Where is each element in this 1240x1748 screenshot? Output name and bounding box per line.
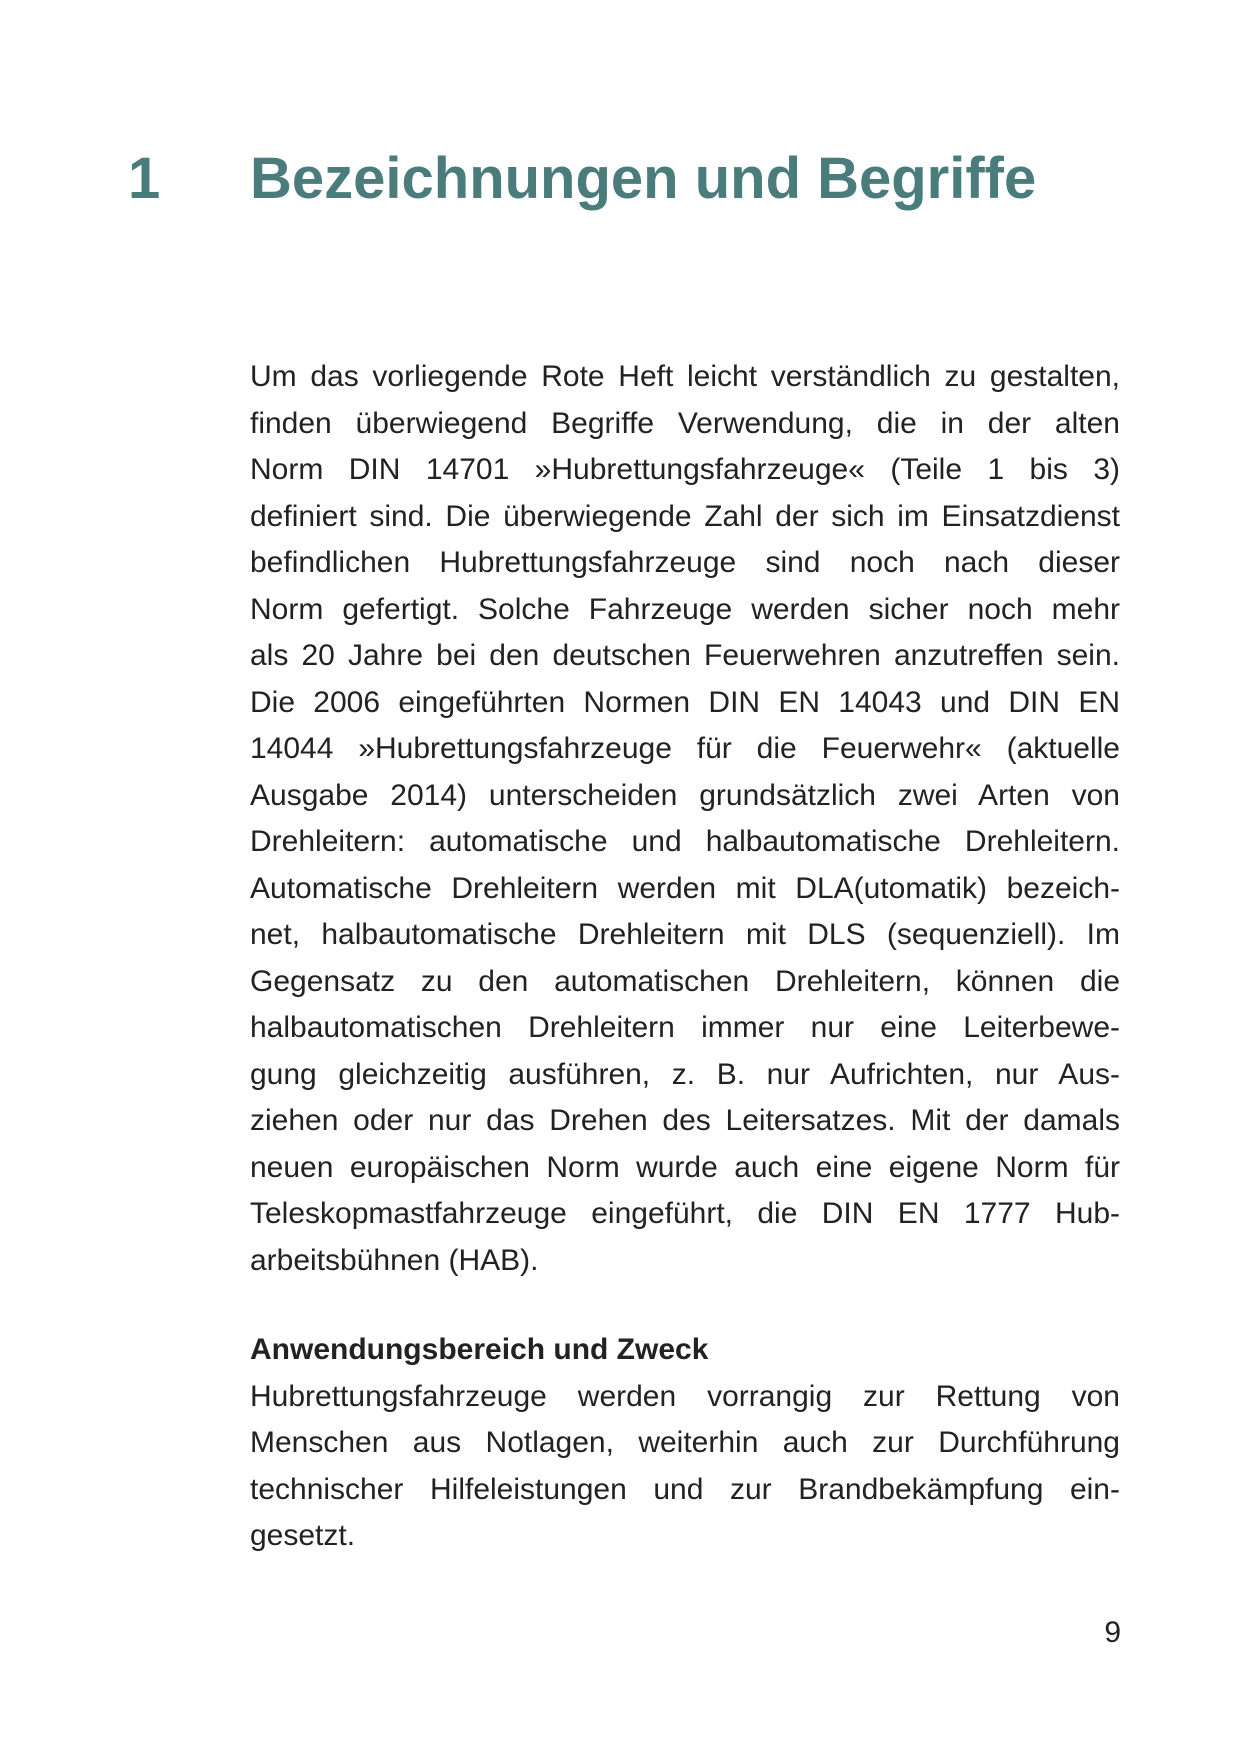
section-heading: Anwendungsbereich und Zweck: [250, 1333, 709, 1366]
intro-line: als 20 Jahre bei den deutschen Feuerwehren anzutreffen sein.: [250, 639, 1120, 672]
intro-line: Um das vorliegende Rote Heft leicht verständlich zu gestalten,: [250, 360, 1120, 393]
intro-line: Norm gefertigt. Solche Fahrzeuge werden sicher noch mehr: [250, 592, 1120, 626]
intro-line: definiert sind. Die überwiegende Zahl der sich im Einsatzdienst: [250, 499, 1120, 533]
intro-line: gung gleichzeitig ausführen, z. B. nur Aufrichten, nur Aus-: [250, 1057, 1120, 1091]
page-number: 9: [1104, 1616, 1121, 1649]
intro-line: halbautomatischen Drehleitern immer nur eine Leiterbewe-: [250, 1011, 1120, 1044]
intro-line: Gegensatz zu den automatischen Drehleitern, können die: [250, 964, 1120, 998]
intro-line: Teleskopmastfahrzeuge eingeführt, die DIN EN 1777 Hub-: [250, 1197, 1120, 1230]
intro-line: 14044 »Hubrettungsfahrzeuge für die Feuerwehr« (aktuelle: [250, 732, 1120, 765]
scope-line: Menschen aus Notlagen, weiterhin auch zur Durchführung: [250, 1426, 1120, 1459]
scope-line: Hubrettungsfahrzeuge werden vorrangig zur Rettung von: [250, 1379, 1120, 1413]
intro-line: neuen europäischen Norm wurde auch eine eigene Norm für: [250, 1150, 1120, 1184]
intro-paragraph: [250, 354, 1120, 1284]
intro-line: ziehen oder nur das Drehen des Leitersatzes. Mit der damals: [250, 1104, 1120, 1137]
intro-line: Drehleitern: automatische und halbautomatische Drehleitern.: [250, 825, 1120, 858]
intro-line: befindlichen Hubrettungsfahrzeuge sind noch nach dieser: [250, 546, 1120, 579]
scope-section: [250, 1327, 1120, 1560]
intro-line: net, halbautomatische Drehleitern mit DLS (sequenziell). Im: [250, 918, 1120, 951]
chapter-title: Bezeichnungen und Begriffe: [250, 146, 1037, 211]
chapter-number: 1: [128, 146, 161, 211]
intro-line: arbeitsbühnen (HAB).: [250, 1243, 539, 1277]
scope-line: gesetzt.: [250, 1519, 356, 1552]
intro-line: finden überwiegend Begriffe Verwendung, die in der alten: [250, 406, 1120, 440]
intro-line: Norm DIN 14701 »Hubrettungsfahrzeuge« (Teile 1 bis 3): [250, 453, 1120, 486]
intro-line: Automatische Drehleitern werden mit DLA(utomatik) bezeich-: [250, 871, 1120, 905]
intro-line: Die 2006 eingeführten Normen DIN EN 14043 und DIN EN: [250, 685, 1120, 719]
intro-line: Ausgabe 2014) unterscheiden grundsätzlich zwei Arten von: [250, 778, 1120, 812]
scope-line: technischer Hilfeleistungen und zur Brandbekämpfung ein-: [250, 1472, 1120, 1506]
